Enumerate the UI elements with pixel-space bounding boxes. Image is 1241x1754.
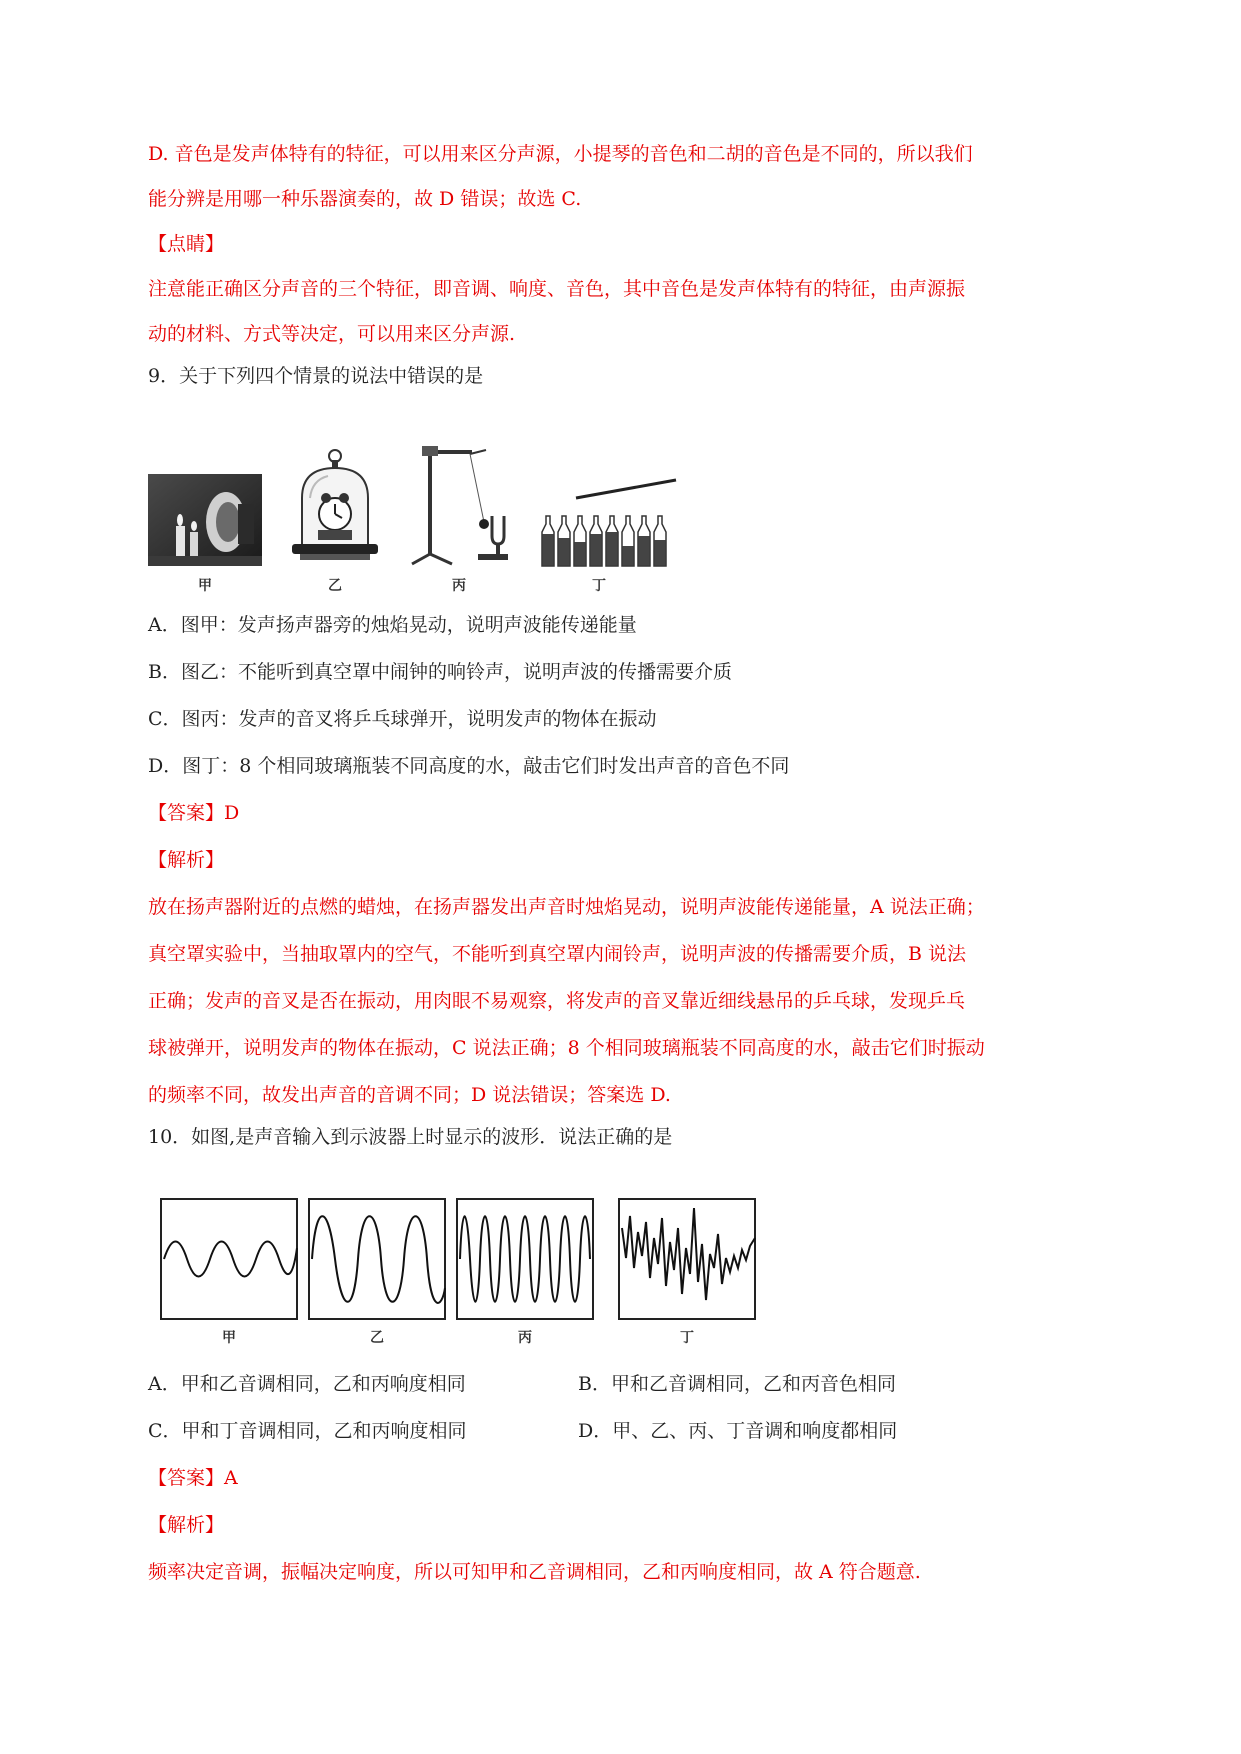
q9-option-c: C．图丙：发声的音叉将乒乓球弹开，说明发声的物体在振动: [148, 708, 657, 730]
q10-analysis-line1: 频率决定音调，振幅决定响度，所以可知甲和乙音调相同，乙和丙响度相同，故 A 符合题意.: [148, 1561, 921, 1583]
q9-figure-bing-tuning-fork: [408, 444, 512, 568]
q9-caption-yi: 乙: [328, 578, 342, 594]
q8-dianjing-line1: 注意能正确区分声音的三个特征，即音调、响度、音色，其中音色是发声体特有的特征，由声源振: [148, 278, 966, 300]
q10-caption-bing: 丙: [518, 1330, 532, 1346]
q8-dianjing-line2: 动的材料、方式等决定，可以用来区分声源.: [148, 323, 516, 345]
q10-waveform-yi: [308, 1198, 446, 1320]
q8-dianjing-label: 【点睛】: [148, 233, 225, 255]
q9-option-d: D．图丁：8 个相同玻璃瓶装不同高度的水，敲击它们时发出声音的音色不同: [148, 755, 790, 777]
q9-answer: 【答案】D: [148, 802, 240, 824]
q10-stem: 10．如图,是声音输入到示波器上时显示的波形．说法正确的是: [148, 1126, 673, 1148]
q9-option-a: A．图甲：发声扬声器旁的烛焰晃动，说明声波能传递能量: [148, 614, 637, 636]
q9-caption-ding: 丁: [592, 578, 606, 594]
q9-stem: 9．关于下列四个情景的说法中错误的是: [148, 365, 484, 387]
q10-waveform-bing: [456, 1198, 594, 1320]
q9-analysis-label: 【解析】: [148, 849, 225, 871]
q8-option-d-analysis-line1: D. 音色是发声体特有的特征，可以用来区分声源，小提琴的音色和二胡的音色是不同的，所以我们: [148, 143, 973, 165]
q9-figure-jia-speaker-candles: [148, 474, 262, 566]
q9-analysis-line4: 球被弹开，说明发声的物体在振动，C 说法正确；8 个相同玻璃瓶装不同高度的水，敲击它们时振动: [148, 1037, 985, 1059]
q9-figure-yi-bell-jar: [290, 448, 380, 566]
q9-caption-jia: 甲: [198, 578, 212, 594]
q10-caption-yi: 乙: [370, 1330, 384, 1346]
q10-answer: 【答案】A: [148, 1467, 238, 1489]
q10-option-b: B．甲和乙音调相同，乙和丙音色相同: [578, 1373, 896, 1395]
q10-waveform-jia: [160, 1198, 298, 1320]
q10-caption-ding: 丁: [680, 1330, 694, 1346]
q9-option-b: B．图乙：不能听到真空罩中闹钟的响铃声，说明声波的传播需要介质: [148, 661, 732, 683]
q9-figure-ding-bottles: [540, 476, 680, 568]
q10-analysis-label: 【解析】: [148, 1514, 225, 1536]
q10-option-a: A．甲和乙音调相同，乙和丙响度相同: [148, 1373, 466, 1395]
q9-analysis-line3: 正确；发声的音叉是否在振动，用肉眼不易观察，将发声的音叉靠近细线悬吊的乒乓球，发现乒乓: [148, 990, 966, 1012]
q9-analysis-line1: 放在扬声器附近的点燃的蜡烛，在扬声器发出声音时烛焰晃动，说明声波能传递能量，A 说法正确；: [148, 896, 985, 918]
q9-caption-bing: 丙: [452, 578, 466, 594]
q10-waveform-ding: [618, 1198, 756, 1320]
q10-caption-jia: 甲: [222, 1330, 236, 1346]
q9-analysis-line5: 的频率不同，故发出声音的音调不同；D 说法错误；答案选 D.: [148, 1084, 671, 1106]
q8-option-d-analysis-line2: 能分辨是用哪一种乐器演奏的，故 D 错误；故选 C.: [148, 188, 582, 210]
q10-option-d: D．甲、乙、丙、丁音调和响度都相同: [578, 1420, 898, 1442]
q9-analysis-line2: 真空罩实验中，当抽取罩内的空气，不能听到真空罩内闹铃声，说明声波的传播需要介质，B 说法: [148, 943, 967, 965]
q10-option-c: C．甲和丁音调相同，乙和丙响度相同: [148, 1420, 467, 1442]
